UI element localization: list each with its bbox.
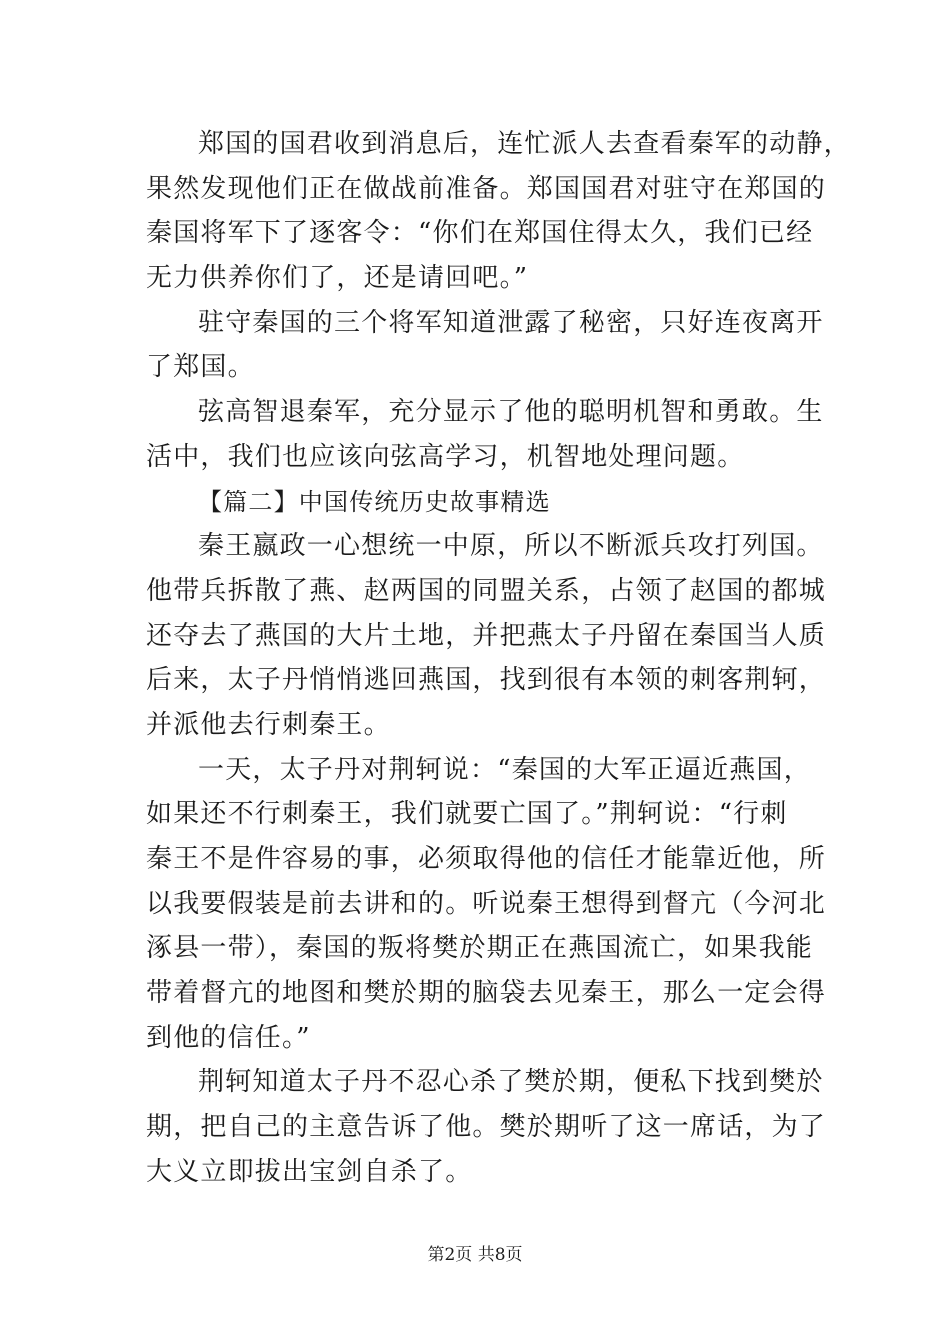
text-line: 期，把自己的主意告诉了他。樊於期听了这一席话，为了	[146, 1112, 827, 1143]
text-line: 大义立即拔出宝剑自杀了。	[146, 1156, 473, 1187]
text-line: 秦国将军下了逐客令：“你们在郑国住得太久，我们已经	[146, 218, 814, 249]
text-line: 后来，太子丹悄悄逃回燕国，找到很有本领的刺客荆轲，	[146, 665, 827, 696]
text-line: 果然发现他们正在做战前准备。郑国国君对驻守在郑国的	[146, 173, 827, 204]
text-line: 秦王不是件容易的事，必须取得他的信任才能靠近他，所	[146, 844, 827, 874]
text-line: 如果还不行刺秦王，我们就要亡国了。”荆轲说：“行刺	[146, 799, 788, 830]
text-line: 郑国的国君收到消息后，连忙派人去查看秦军的动静，	[198, 129, 851, 159]
text-line: 弦高智退秦军，充分显示了他的聪明机智和勇敢。生	[198, 397, 824, 428]
text-line: 他带兵拆散了燕、赵两国的同盟关系，占领了赵国的都城	[146, 575, 827, 606]
text-line: 以我要假装是前去讲和的。听说秦王想得到督亢（今河北	[146, 888, 827, 919]
text-line: 到他的信任。”	[146, 1022, 311, 1053]
text-line: 还夺去了燕国的大片土地，并把燕太子丹留在秦国当人质	[146, 620, 827, 651]
text-line: 一天，太子丹对荆轲说：“秦国的大军正逼近燕国，	[198, 754, 811, 785]
page-number-footer: 第2页 共8页	[427, 1245, 523, 1265]
text-line: 驻守秦国的三个将军知道泄露了秘密，只好连夜离开	[198, 307, 824, 338]
text-line: 秦王嬴政一心想统一中原，所以不断派兵攻打列国。	[198, 531, 824, 562]
section-heading: 【篇二】中国传统历史故事精选	[198, 487, 551, 516]
text-line: 活中，我们也应该向弦高学习，机智地处理问题。	[146, 441, 745, 472]
text-line: 了郑国。	[146, 352, 255, 383]
text-line: 并派他去行刺秦王。	[146, 709, 391, 740]
body-text	[146, 122, 851, 1195]
text-line: 带着督亢的地图和樊於期的脑袋去见秦王，那么一定会得	[146, 978, 827, 1009]
text-line: 荆轲知道太子丹不忍心杀了樊於期，便私下找到樊於	[198, 1067, 824, 1098]
text-line: 涿县一带），秦国的叛将樊於期正在燕国流亡，如果我能	[146, 933, 814, 964]
text-line: 无力供养你们了，还是请回吧。”	[146, 263, 529, 294]
